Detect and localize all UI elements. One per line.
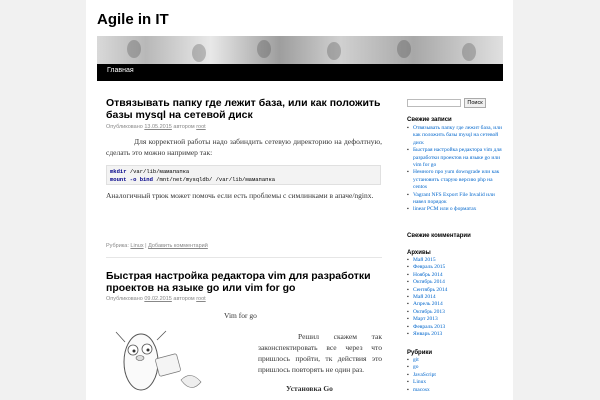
recent-post-link[interactable]: ▪ linear PCM или о форматах: [407, 206, 503, 213]
categories-list: [407, 357, 503, 394]
header-banner-image: [97, 36, 503, 65]
recent-post-link[interactable]: ▪ Немного про yum downgrade или как установить старую версию php на centos: [407, 169, 503, 191]
image-caption: Vim for go: [224, 311, 257, 320]
category-link[interactable]: Linux: [130, 243, 144, 249]
categories-heading: Рубрики: [407, 350, 433, 356]
category-link[interactable]: ▪ go: [407, 364, 503, 371]
archive-link[interactable]: ▪ Ноябрь 2014: [407, 272, 503, 279]
post-paragraph: Решил скажем так законспектировать все через что пришлось пройти, тк действия это пришлось повторять не один раз.: [258, 332, 382, 374]
post-title[interactable]: Отвязывать папку где лежит база, или как положить базы mysql на сетевой диск: [106, 97, 381, 121]
nav-item-home[interactable]: Главная: [107, 67, 134, 74]
archive-link[interactable]: ▪ Октябрь 2013: [407, 309, 503, 316]
recent-posts-list: [407, 125, 503, 214]
archive-link[interactable]: ▪ Февраль 2013: [407, 324, 503, 331]
main-navigation: [97, 64, 503, 81]
archive-link[interactable]: ▪ Сентябрь 2014: [407, 287, 503, 294]
code-block: mkdir /var/lib/мамапапка mount -o bind /mnt/net/mysqldb/ /var/lib/мамапапка: [106, 165, 381, 185]
post-title[interactable]: Быстрая настройка редактора vim для разработки проектов на языке go или vim for go: [106, 270, 371, 294]
category-link[interactable]: ▪ git: [407, 357, 503, 364]
gopher-illustration: [111, 322, 203, 400]
archives-list: [407, 257, 503, 338]
category-link[interactable]: ▪ JavaScript: [407, 372, 503, 379]
archive-link[interactable]: ▪ Май 2015: [407, 257, 503, 264]
archive-link[interactable]: ▪ Январь 2013: [407, 331, 503, 338]
post-paragraph: Аналогичный трюк может помочь если есть проблемы с симлинками в апаче/nginx.: [106, 191, 374, 200]
post-date-link[interactable]: 13.05.2015: [144, 124, 172, 130]
archives-heading: Архивы: [407, 250, 431, 256]
category-link[interactable]: ▪ macosx: [407, 387, 503, 394]
recent-posts-heading: Свежие записи: [407, 117, 452, 123]
post-divider: [106, 257, 382, 258]
recent-comments-heading: Свежие комментарии: [407, 233, 471, 239]
archive-link[interactable]: ▪ Апрель 2014: [407, 301, 503, 308]
recent-post-link[interactable]: ▪ Vagrant NFS Export File Invalid или навел порядок: [407, 192, 503, 207]
post-meta: Опубликовано 09.02.2015 автором root: [106, 296, 206, 302]
archive-link[interactable]: ▪ Май 2014: [407, 294, 503, 301]
recent-post-link[interactable]: ▪ Отвязывать папку где лежит база, или как положить базы mysql на сетевой диск: [407, 125, 503, 147]
recent-post-link[interactable]: ▪ Быстрая настройка редактора vim для разработки проектов на языке go или vim for go: [407, 147, 503, 169]
add-comment-link[interactable]: Добавить комментарий: [148, 243, 208, 249]
post-date-link[interactable]: 09.02.2015: [144, 296, 172, 302]
archive-link[interactable]: ▪ Март 2013: [407, 316, 503, 323]
site-title[interactable]: Agile in IT: [97, 11, 169, 28]
post-meta: Опубликовано 13.05.2015 автором root: [106, 124, 206, 130]
search-input[interactable]: [407, 99, 461, 107]
archive-link[interactable]: ▪ Октябрь 2014: [407, 279, 503, 286]
post-footer: Рубрика: Linux | Добавить комментарий: [106, 243, 208, 249]
post-author-link[interactable]: root: [196, 124, 206, 130]
category-link[interactable]: ▪ Linux: [407, 379, 503, 386]
search-button[interactable]: Поиск: [464, 98, 486, 108]
post-author-link[interactable]: root: [196, 296, 206, 302]
post-paragraph: Для корректной работы надо забиндить сетевую директорию на дефолтную, сделать это можно например так:: [106, 137, 382, 157]
post-subheading: Установка Go: [286, 384, 333, 393]
archive-link[interactable]: ▪ Февраль 2015: [407, 264, 503, 271]
